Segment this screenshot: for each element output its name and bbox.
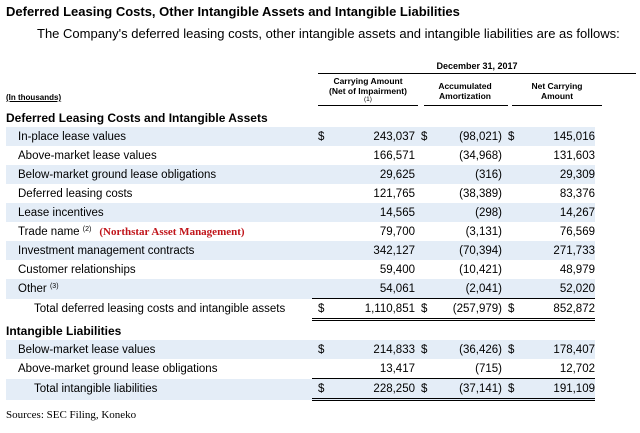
currency-symbol <box>415 222 433 241</box>
row-label-text: Trade name <box>18 225 80 238</box>
currency-symbol <box>502 165 520 184</box>
currency-symbol <box>502 359 520 379</box>
currency-symbol <box>312 203 330 222</box>
row-pad <box>595 279 636 299</box>
accumulated-amortization-cell: (10,421) <box>459 263 502 276</box>
currency-symbol <box>502 222 520 241</box>
table-row <box>6 241 636 260</box>
accumulated-amortization-cell: (316) <box>433 165 502 184</box>
row-pad <box>595 359 636 379</box>
footnote-marker: (2) <box>82 225 92 233</box>
row-label <box>6 127 312 146</box>
accumulated-amortization-header <box>420 81 510 101</box>
currency-symbol <box>502 260 520 279</box>
table-row <box>6 146 636 165</box>
net-carrying-amount-cell: 83,376 <box>559 187 595 200</box>
currency-symbol <box>415 203 433 222</box>
row-label <box>6 165 312 184</box>
net-carrying-amount-cell: 145,016 <box>520 127 595 146</box>
table-row <box>6 184 636 203</box>
accum-header-line-2: Amortization <box>439 91 491 101</box>
header-rule <box>424 105 508 106</box>
net-carrying-amount-cell: 12,702 <box>559 362 595 375</box>
intro-text: The Company's deferred leasing costs, other intangible assets and intangible liabilities are as follows: <box>37 26 620 41</box>
accumulated-amortization-cell: (34,968) <box>459 149 502 162</box>
section-header-row <box>6 108 636 127</box>
carrying-amount-cell: 54,061 <box>330 279 415 299</box>
table-row <box>6 203 636 222</box>
currency-symbol <box>415 359 433 379</box>
row-label <box>6 203 312 222</box>
currency-symbol <box>502 241 520 260</box>
annotation-note: (Northstar Asset Management) <box>99 225 245 238</box>
carrying-amount-cell: 243,037 <box>330 127 415 146</box>
currency-symbol <box>312 146 330 165</box>
row-label <box>6 260 312 279</box>
row-label <box>6 184 312 203</box>
net-carrying-amount-cell: 52,020 <box>520 279 595 299</box>
currency-symbol <box>502 184 520 203</box>
currency-symbol: $ <box>502 299 520 320</box>
carrying-amount-cell: 13,417 <box>379 362 415 375</box>
row-label <box>6 340 312 359</box>
carrying-amount-cell: 166,571 <box>373 149 415 162</box>
currency-symbol: $ <box>502 379 520 400</box>
accumulated-amortization-cell: (715) <box>475 362 502 375</box>
sources-note: Sources: SEC Filing, Koneko <box>6 409 137 421</box>
accumulated-amortization-cell: (38,389) <box>459 187 502 200</box>
row-pad <box>595 379 636 400</box>
currency-symbol: $ <box>415 379 433 400</box>
row-pad <box>595 222 636 241</box>
table-row <box>6 359 636 379</box>
row-pad <box>595 241 636 260</box>
net-carrying-amount-header <box>512 81 602 101</box>
currency-symbol: $ <box>312 340 330 359</box>
section-title: Deferred Leasing Costs and Intangible Assets <box>6 110 268 125</box>
currency-symbol: $ <box>415 127 433 146</box>
accum-header-line-1: Accumulated <box>438 81 492 91</box>
row-label-text: Total deferred leasing costs and intangible assets <box>34 303 286 315</box>
row-label-text: Lease incentives <box>18 206 104 219</box>
net-carrying-amount-cell: 76,569 <box>559 225 595 238</box>
currency-symbol: $ <box>312 299 330 320</box>
row-label-text: Above-market ground lease obligations <box>18 362 218 375</box>
row-pad <box>595 165 636 184</box>
currency-symbol <box>312 279 330 299</box>
currency-symbol: $ <box>415 340 433 359</box>
row-pad <box>595 127 636 146</box>
net-carrying-amount-cell: 131,603 <box>553 149 595 162</box>
row-label-text: Total intangible liabilities <box>34 383 158 395</box>
currency-symbol <box>312 184 330 203</box>
document-title: Deferred Leasing Costs, Other Intangible Assets and Intangible Liabilities <box>6 4 460 19</box>
table-row <box>6 279 636 299</box>
currency-symbol <box>502 279 520 299</box>
accumulated-amortization-cell: (298) <box>433 203 502 222</box>
row-label-text: Below-market lease values <box>18 343 156 356</box>
net-carrying-amount-cell: 191,109 <box>520 379 595 400</box>
currency-symbol <box>502 146 520 165</box>
currency-symbol <box>312 260 330 279</box>
carrying-amount-cell: 79,700 <box>379 225 415 238</box>
net-carrying-amount-cell: 48,979 <box>559 263 595 276</box>
net-header-line-2: Amount <box>540 91 574 101</box>
currency-symbol: $ <box>312 379 330 400</box>
carrying-amount-cell: 121,765 <box>373 187 415 200</box>
currency-symbol <box>415 146 433 165</box>
row-pad <box>595 340 636 359</box>
table-row <box>6 222 636 241</box>
currency-symbol: $ <box>502 340 520 359</box>
carrying-amount-cell: 342,127 <box>330 241 415 260</box>
row-label-text: Below-market ground lease obligations <box>18 168 217 181</box>
row-label-text: Deferred leasing costs <box>18 187 133 200</box>
net-carrying-amount-cell: 178,407 <box>520 340 595 359</box>
currency-symbol: $ <box>415 299 433 320</box>
carrying-header-line-2: (Net of Impairment) <box>329 86 407 96</box>
table-row <box>6 340 636 359</box>
table-row <box>6 260 636 279</box>
currency-symbol <box>312 222 330 241</box>
row-label-text: Customer relationships <box>18 263 136 276</box>
accumulated-amortization-cell: (257,979) <box>433 299 502 320</box>
row-label <box>6 241 312 260</box>
currency-symbol <box>312 241 330 260</box>
footnote-marker: (3) <box>49 282 59 290</box>
currency-symbol <box>415 241 433 260</box>
accumulated-amortization-cell: (36,426) <box>433 340 502 359</box>
date-column-header: December 31, 2017 <box>318 61 636 74</box>
accumulated-amortization-cell: (37,141) <box>433 379 502 400</box>
carrying-amount-cell: 228,250 <box>330 379 415 400</box>
row-label-text: Above-market lease values <box>18 149 157 162</box>
net-carrying-amount-cell: 29,309 <box>520 165 595 184</box>
currency-symbol <box>415 260 433 279</box>
row-label-text: Investment management contracts <box>18 244 195 257</box>
carrying-amount-cell: 14,565 <box>330 203 415 222</box>
currency-symbol <box>415 165 433 184</box>
header-rule <box>318 105 418 106</box>
total-row <box>6 379 636 400</box>
units-label: (In thousands) <box>6 93 62 102</box>
net-carrying-amount-cell: 852,872 <box>520 299 595 320</box>
currency-symbol <box>415 184 433 203</box>
row-label <box>6 146 312 165</box>
section-header-row <box>6 320 636 341</box>
row-label-text: Other <box>18 282 47 295</box>
accumulated-amortization-cell: (98,021) <box>433 127 502 146</box>
carrying-amount-cell: 1,110,851 <box>330 299 415 320</box>
currency-symbol <box>312 359 330 379</box>
row-pad <box>595 184 636 203</box>
carrying-header-footnote: (1) <box>364 96 372 103</box>
section-title: Intangible Liabilities <box>6 323 122 338</box>
header-rule <box>512 105 602 106</box>
row-pad <box>595 203 636 222</box>
row-label <box>6 222 312 241</box>
row-label <box>6 279 312 299</box>
carrying-amount-header <box>318 76 418 103</box>
accumulated-amortization-cell: (70,394) <box>433 241 502 260</box>
intangibles-table <box>6 108 636 401</box>
row-pad <box>595 260 636 279</box>
net-header-line-1: Net Carrying <box>531 81 583 91</box>
currency-symbol <box>415 279 433 299</box>
carrying-amount-cell: 59,400 <box>379 263 415 276</box>
carrying-header-line-1: Carrying Amount <box>333 76 403 86</box>
table-row <box>6 127 636 146</box>
accumulated-amortization-cell: (3,131) <box>465 225 502 238</box>
currency-symbol: $ <box>502 127 520 146</box>
net-carrying-amount-cell: 271,733 <box>520 241 595 260</box>
currency-symbol: $ <box>312 127 330 146</box>
row-label-text: In-place lease values <box>18 130 127 143</box>
carrying-amount-cell: 214,833 <box>330 340 415 359</box>
row-label <box>6 359 312 379</box>
table-row <box>6 165 636 184</box>
total-row <box>6 299 636 320</box>
row-pad <box>595 146 636 165</box>
currency-symbol <box>502 203 520 222</box>
row-label <box>6 379 312 400</box>
row-pad <box>595 299 636 320</box>
currency-symbol <box>312 165 330 184</box>
row-label <box>6 299 312 320</box>
accumulated-amortization-cell: (2,041) <box>433 279 502 299</box>
carrying-amount-cell: 29,625 <box>330 165 415 184</box>
net-carrying-amount-cell: 14,267 <box>520 203 595 222</box>
